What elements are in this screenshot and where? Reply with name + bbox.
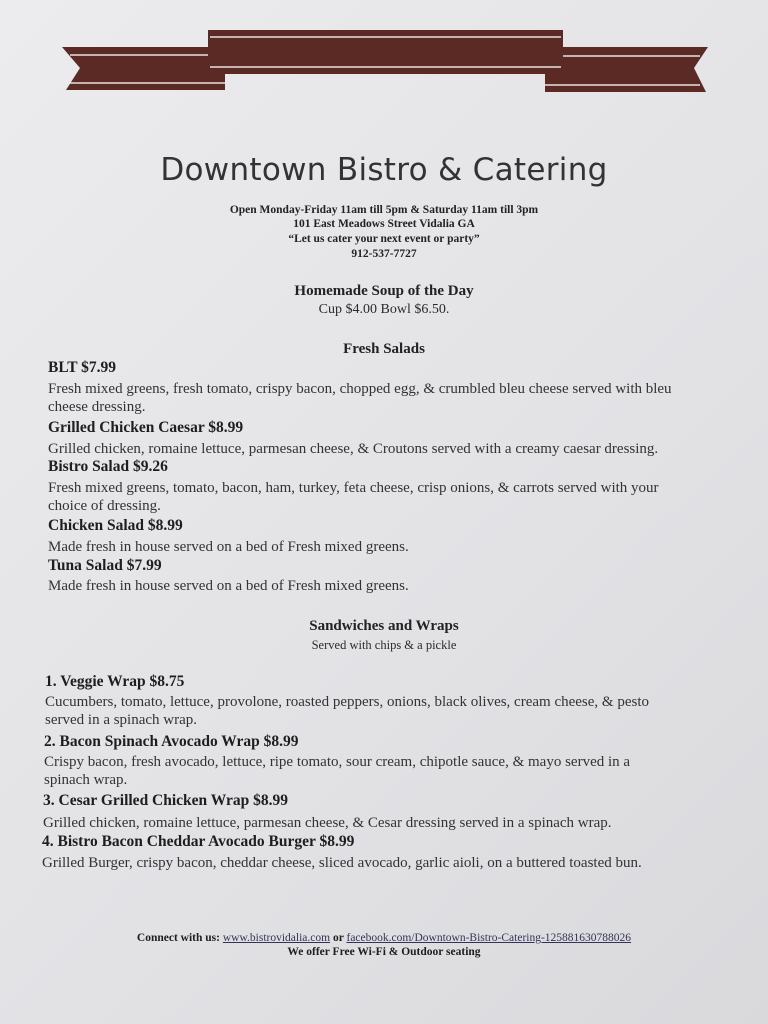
restaurant-title: Downtown Bistro & Catering (160, 152, 608, 188)
banner-ribbon (0, 0, 768, 100)
phone: 912-537-7727 (351, 248, 417, 260)
menu-item-name: Bistro Salad $9.26 (48, 458, 168, 475)
menu-item-desc: served in a spinach wrap. (45, 712, 198, 728)
menu-item-desc: Fresh mixed greens, tomato, bacon, ham, turkey, feta cheese, crisp onions, & carrots served with your (48, 480, 659, 496)
menu-item-name: Chicken Salad $8.99 (48, 517, 183, 534)
sandwiches-subheading: Served with chips & a pickle (311, 638, 457, 652)
salads-heading: Fresh Salads (343, 341, 425, 357)
menu-item-name: 2. Bacon Spinach Avocado Wrap $8.99 (44, 733, 299, 750)
menu-item-name: 4. Bistro Bacon Cheddar Avocado Burger $8.99 (42, 833, 355, 850)
menu-item-desc: Made fresh in house served on a bed of Fresh mixed greens. (48, 578, 409, 594)
connect-line (0, 932, 768, 944)
menu-item-desc: Made fresh in house served on a bed of Fresh mixed greens. (48, 539, 409, 555)
menu-item-desc: Fresh mixed greens, fresh tomato, crispy bacon, chopped egg, & crumbled bleu cheese served with bleu (48, 381, 672, 397)
menu-item-desc: Crispy bacon, fresh avocado, lettuce, ripe tomato, sour cream, chipotle sauce, & mayo served in a (44, 754, 631, 770)
menu-item-desc: spinach wrap. (44, 772, 128, 788)
menu-item-name: 3. Cesar Grilled Chicken Wrap $8.99 (43, 792, 288, 809)
facebook-link[interactable]: facebook.com/Downtown-Bistro-Catering-125881630788026 (346, 932, 632, 944)
menu-item-desc: choice of dressing. (48, 498, 161, 514)
hours: Open Monday-Friday 11am till 5pm & Saturday 11am till 3pm (229, 204, 539, 216)
connect-label: Connect with us: (136, 932, 220, 944)
menu-item-name: 1. Veggie Wrap $8.75 (45, 673, 185, 690)
menu-item-desc: Grilled chicken, romaine lettuce, parmesan cheese, & Cesar dressing served in a spinach wrap. (43, 815, 612, 831)
or-text: or (332, 932, 344, 944)
menu-item-name: Tuna Salad $7.99 (48, 557, 162, 574)
menu-item-desc: Cucumbers, tomato, lettuce, provolone, roasted peppers, onions, black olives, cream cheese, & pesto (45, 694, 649, 710)
soup-heading: Homemade Soup of the Day (294, 283, 474, 299)
menu-item-name: BLT $7.99 (48, 359, 117, 376)
soup-prices: Cup $4.00 Bowl $6.50. (318, 302, 450, 317)
tagline: “Let us cater your next event or party” (288, 233, 480, 245)
amenities: We offer Free Wi-Fi & Outdoor seating (287, 946, 481, 958)
menu-item-desc: cheese dressing. (48, 399, 146, 415)
address: 101 East Meadows Street Vidalia GA (293, 218, 475, 230)
website-link[interactable]: www.bistrovidalia.com (222, 932, 331, 944)
sandwiches-heading: Sandwiches and Wraps (309, 618, 459, 634)
menu-item-desc: Grilled chicken, romaine lettuce, parmesan cheese, & Croutons served with a creamy caesar dressing. (48, 441, 659, 457)
menu-item-desc: Grilled Burger, crispy bacon, cheddar cheese, sliced avocado, garlic aioli, on a buttered toasted bun. (42, 855, 642, 871)
menu-item-name: Grilled Chicken Caesar $8.99 (48, 419, 244, 436)
